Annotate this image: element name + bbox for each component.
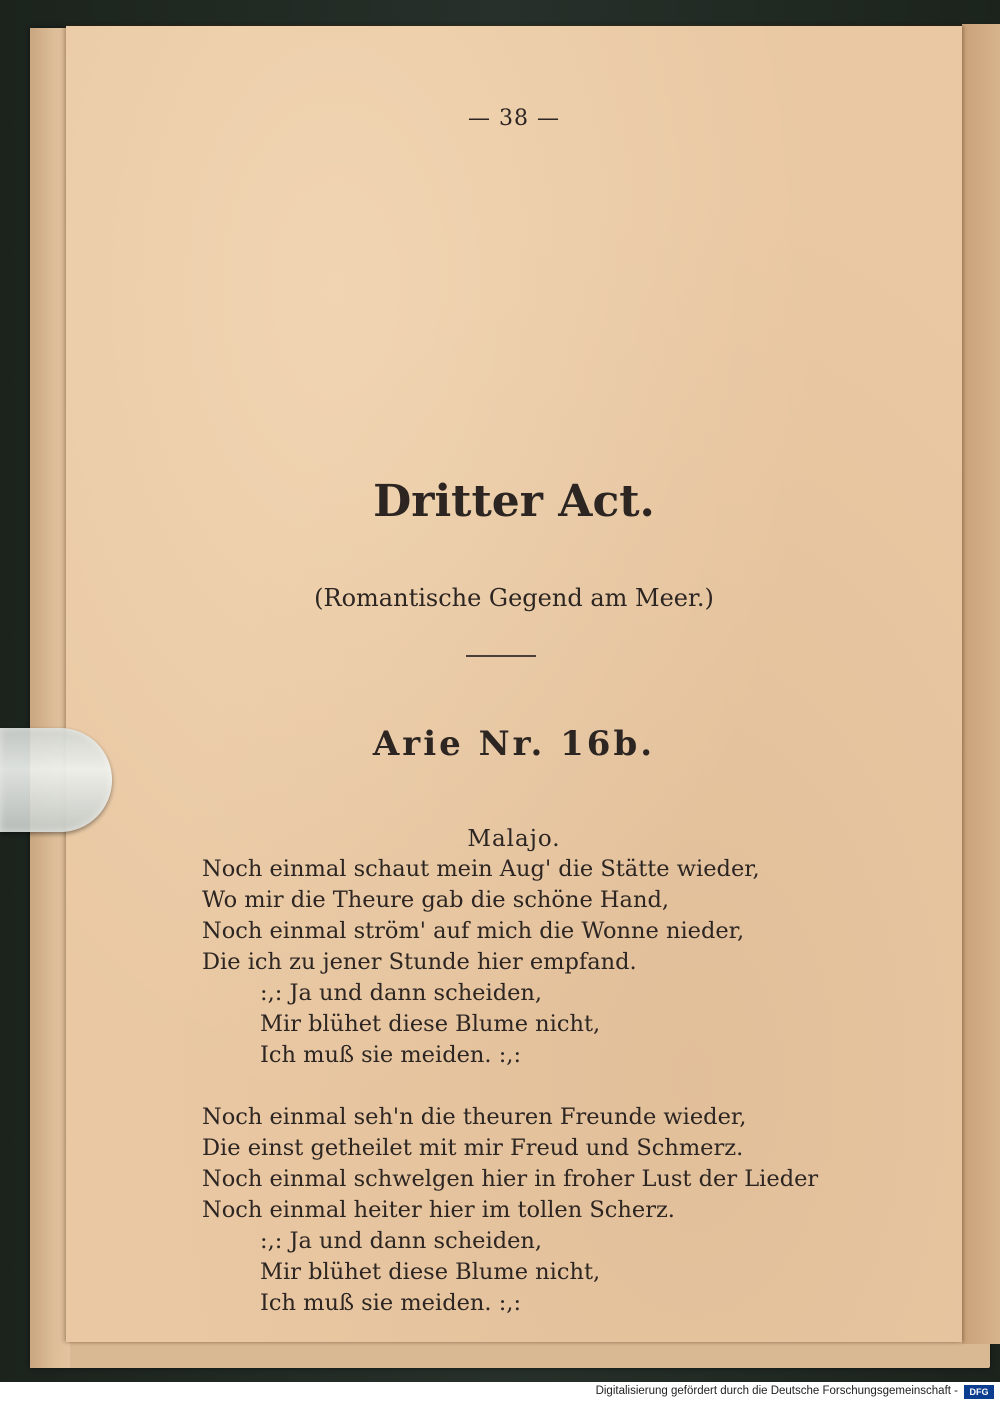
refrain-line: Ich muß sie meiden. :,:: [260, 1290, 522, 1316]
verse-line: Die ich zu jener Stunde hier empfand.: [202, 949, 637, 975]
separator-rule: [466, 655, 536, 657]
scene-description: (Romantische Gegend am Meer.): [314, 584, 714, 612]
character-name: Malajo.: [467, 826, 561, 852]
verse-line: Wo mir die Theure gab die schöne Hand,: [202, 887, 669, 913]
verse-1: [202, 854, 760, 1071]
dfg-logo: DFG: [964, 1385, 994, 1399]
verse-line: Die einst getheilet mit mir Freud und Schmerz.: [202, 1135, 744, 1161]
aria-title: Arie Nr. 16b.: [372, 724, 656, 764]
page-stack-left-edge: [30, 28, 70, 1368]
refrain-line: Mir blühet diese Blume nicht,: [260, 1259, 601, 1285]
funding-notice: Digitalisierung gefördert durch die Deutsche Forschungsgemeinschaft -: [595, 1385, 958, 1397]
refrain-line: :,: Ja und dann scheiden,: [260, 980, 543, 1006]
book-page: [66, 26, 962, 1342]
verse-line: Noch einmal ström' auf mich die Wonne nieder,: [202, 918, 745, 944]
verse-line: Noch einmal seh'n die theuren Freunde wieder,: [202, 1104, 747, 1130]
refrain-line: :,: Ja und dann scheiden,: [260, 1228, 543, 1254]
verse-2: [202, 1102, 818, 1319]
refrain-line: Ich muß sie meiden. :,:: [260, 1042, 522, 1068]
verse-line: Noch einmal schaut mein Aug' die Stätte wieder,: [202, 856, 760, 882]
facing-page-edge: [962, 24, 1000, 1344]
verse-line: Noch einmal schwelgen hier in froher Lust der Lieder: [202, 1166, 819, 1192]
footer-bar: [0, 1382, 1000, 1402]
page-clip: [0, 728, 112, 832]
refrain-line: Mir blühet diese Blume nicht,: [260, 1011, 601, 1037]
act-title: Dritter Act.: [373, 476, 655, 527]
page-number: — 38 —: [468, 106, 560, 131]
verse-line: Noch einmal heiter hier im tollen Scherz.: [202, 1197, 675, 1223]
